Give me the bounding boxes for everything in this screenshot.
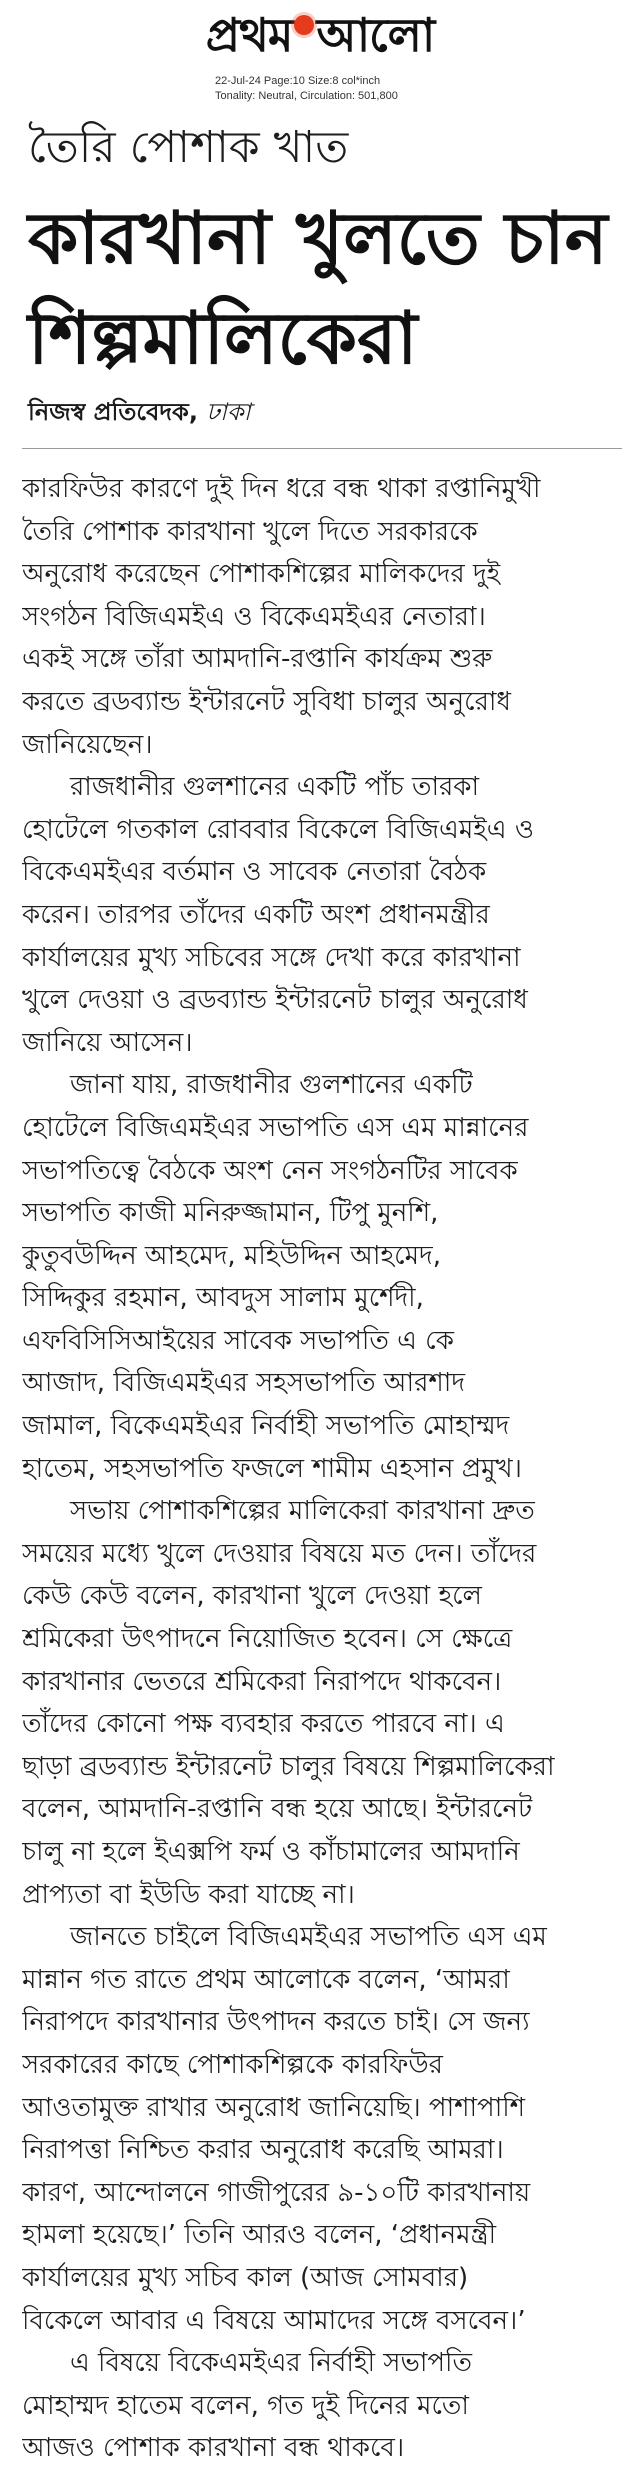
kicker: তৈরি পোশাক খাত xyxy=(28,122,349,173)
body-line: কার্যালয়ের মুখ্য সচিব কাল (আজ সোমবার) xyxy=(22,2262,469,2293)
body-line: আজাদ, বিজিএমইএর সহসভাপতি আরশাদ xyxy=(22,1368,466,1399)
headline: কারখানা খুলতে চান শিল্পমালিকেরা xyxy=(28,196,608,380)
body-line: হোটেলে গতকাল রোববার বিকেলে বিজিএমইএ ও xyxy=(22,814,534,845)
body-line: আওতামুক্ত রাখার অনুরোধ জানিয়েছি। পাশাপাশি xyxy=(22,2092,526,2123)
byline-reporter: নিজস্ব প্রতিবেদক, xyxy=(28,398,198,426)
body-line: চালু না হলে ইএক্সপি ফর্ম ও কাঁচামালের আমদানি xyxy=(22,1837,520,1867)
body-line: আজও পোশাক কারখানা বন্ধ থাকবে। xyxy=(22,2433,405,2464)
tonality-info: Tonality: Neutral, Circulation: 501,800 xyxy=(215,90,398,102)
body-line: হোটেলে বিজিএমইএর সভাপতি এস এম মান্নানের xyxy=(22,1112,529,1143)
prothom-alo-logo xyxy=(200,8,440,70)
clip-info: 22-Jul-24 Page:10 Size:8 col*inch xyxy=(215,75,381,87)
body-line: মান্নান গত রাতে প্রথম আলোকে বলেন, ‘আমরা xyxy=(22,1964,510,1995)
body-line: তাঁদের কোনো পক্ষ ব্যবহার করতে পারবে না। এ xyxy=(22,1709,505,1740)
body-line: হামলা হয়েছে।’ তিনি আরও বলেন, ‘প্রধানমন্ত্রী xyxy=(22,2220,497,2251)
body-line: কারখানার ভেতরে শ্রমিকেরা নিরাপদে থাকবেন। xyxy=(22,1666,502,1697)
body-line: জানিয়েছেন। xyxy=(22,729,153,760)
logo-text-right: আলো xyxy=(316,8,435,62)
body-line: কার্যালয়ের মুখ্য সচিবের সঙ্গে দেখা করে কারখানা xyxy=(22,942,521,973)
body-line: সিদ্দিকুর রহমান, আবদুস সালাম মুর্শেদী, xyxy=(22,1283,424,1314)
body-line: বিকেএমইএর বর্তমান ও সাবেক নেতারা বৈঠক xyxy=(22,857,487,888)
body-line: কারফিউর কারণে দুই দিন ধরে বন্ধ থাকা রপ্তানিমুখী xyxy=(22,474,541,504)
logo-text-left: প্রথম xyxy=(205,8,293,62)
body-line: সভাপতি কাজী মনিরুজ্জামান, টিপু মুনশি, xyxy=(22,1198,439,1229)
body-line: হাতেম, সহসভাপতি ফজলে শামীম এহসান প্রমুখ। xyxy=(22,1453,522,1484)
body-line: জানিয়ে আসেন। xyxy=(22,1027,193,1058)
body-line: তৈরি পোশাক কারখানা খুলে দিতে সরকারকে xyxy=(22,516,478,547)
body-line: খুলে দেওয়া ও ব্রডব্যান্ড ইন্টারনেট চালুর অনুরোধ xyxy=(22,985,528,1016)
body-line: জামাল, বিকেএমইএর নির্বাহী সভাপতি মোহাম্মদ xyxy=(22,1411,510,1442)
byline-place: ঢাকা xyxy=(206,398,251,426)
body-line: এ বিষয়ে বিকেএমইএর নির্বাহী সভাপতি xyxy=(70,2348,472,2379)
body-line: এফবিসিসিআইয়ের সাবেক সভাপতি এ কে xyxy=(22,1325,454,1356)
body-line: ছাড়া ব্রডব্যান্ড ইন্টারনেট চালুর বিষয়ে শিল্পমালিকেরা xyxy=(22,1751,555,1782)
body-line: কুতুবউদ্দিন আহমেদ, মহিউদ্দিন আহমেদ, xyxy=(22,1240,441,1271)
body-line: রাজধানীর গুলশানের একটি পাঁচ তারকা xyxy=(70,772,480,803)
body-line: মোহাম্মদ হাতেম বলেন, গত দুই দিনের মতো xyxy=(22,2390,469,2421)
masthead xyxy=(0,0,634,110)
body-line: প্রাপ্যতা বা ইউডি করা যাচ্ছে না। xyxy=(22,1879,355,1910)
body-line: সভাপতিত্বে বৈঠকে অংশ নেন সংগঠনটির সাবেক xyxy=(22,1155,518,1186)
body-line: সময়ের মধ্যে খুলে দেওয়ার বিষয়ে মত দেন। তাঁদের xyxy=(22,1538,537,1569)
body-line: করেন। তারপর তাঁদের একটি অংশ প্রধানমন্ত্রীর xyxy=(22,899,490,930)
sun-icon xyxy=(294,15,314,35)
body-line: অনুরোধ করেছেন পোশাকশিল্পের মালিকদের দুই xyxy=(22,559,501,590)
body-line: বলেন, আমদানি-রপ্তানি বন্ধ হয়ে আছে। ইন্টারনেট xyxy=(22,1794,533,1825)
body-line: বিকেলে আবার এ বিষয়ে আমাদের সঙ্গে বসবেন।’ xyxy=(22,2305,526,2336)
body-line: কারণ, আন্দোলনে গাজীপুরের ৯-১০টি কারখানায় xyxy=(22,2177,531,2208)
body-line: একই সঙ্গে তাঁরা আমদানি-রপ্তানি কার্যক্রম শুরু xyxy=(22,644,493,675)
body-line: সরকারের কাছে পোশাকশিল্পকে কারফিউর xyxy=(22,2049,443,2080)
article-body xyxy=(22,468,620,2470)
divider xyxy=(22,448,622,449)
body-line: জানতে চাইলে বিজিএমইএর সভাপতি এস এম xyxy=(70,1922,547,1953)
byline xyxy=(28,395,608,429)
body-line: সংগঠন বিজিএমইএ ও বিকেএমইএর নেতারা। xyxy=(22,601,486,632)
body-line: কেউ কেউ বলেন, কারখানা খুলে দেওয়া হলে xyxy=(22,1581,482,1612)
body-line: নিরাপদে কারখানার উৎপাদন করতে চাই। সে জন্য xyxy=(22,2007,530,2038)
body-line: সভায় পোশাকশিল্পের মালিকেরা কারখানা দ্রুত xyxy=(70,1496,535,1527)
body-line: নিরাপত্তা নিশ্চিত করার অনুরোধ করেছি আমরা। xyxy=(22,2135,504,2166)
body-line: জানা যায়, রাজধানীর গুলশানের একটি xyxy=(70,1070,473,1101)
body-line: করতে ব্রডব্যান্ড ইন্টারনেট সুবিধা চালুর অনুরোধ xyxy=(22,686,512,717)
body-line: শ্রমিকেরা উৎপাদনে নিয়োজিত হবেন। সে ক্ষেত্রে xyxy=(22,1624,513,1655)
